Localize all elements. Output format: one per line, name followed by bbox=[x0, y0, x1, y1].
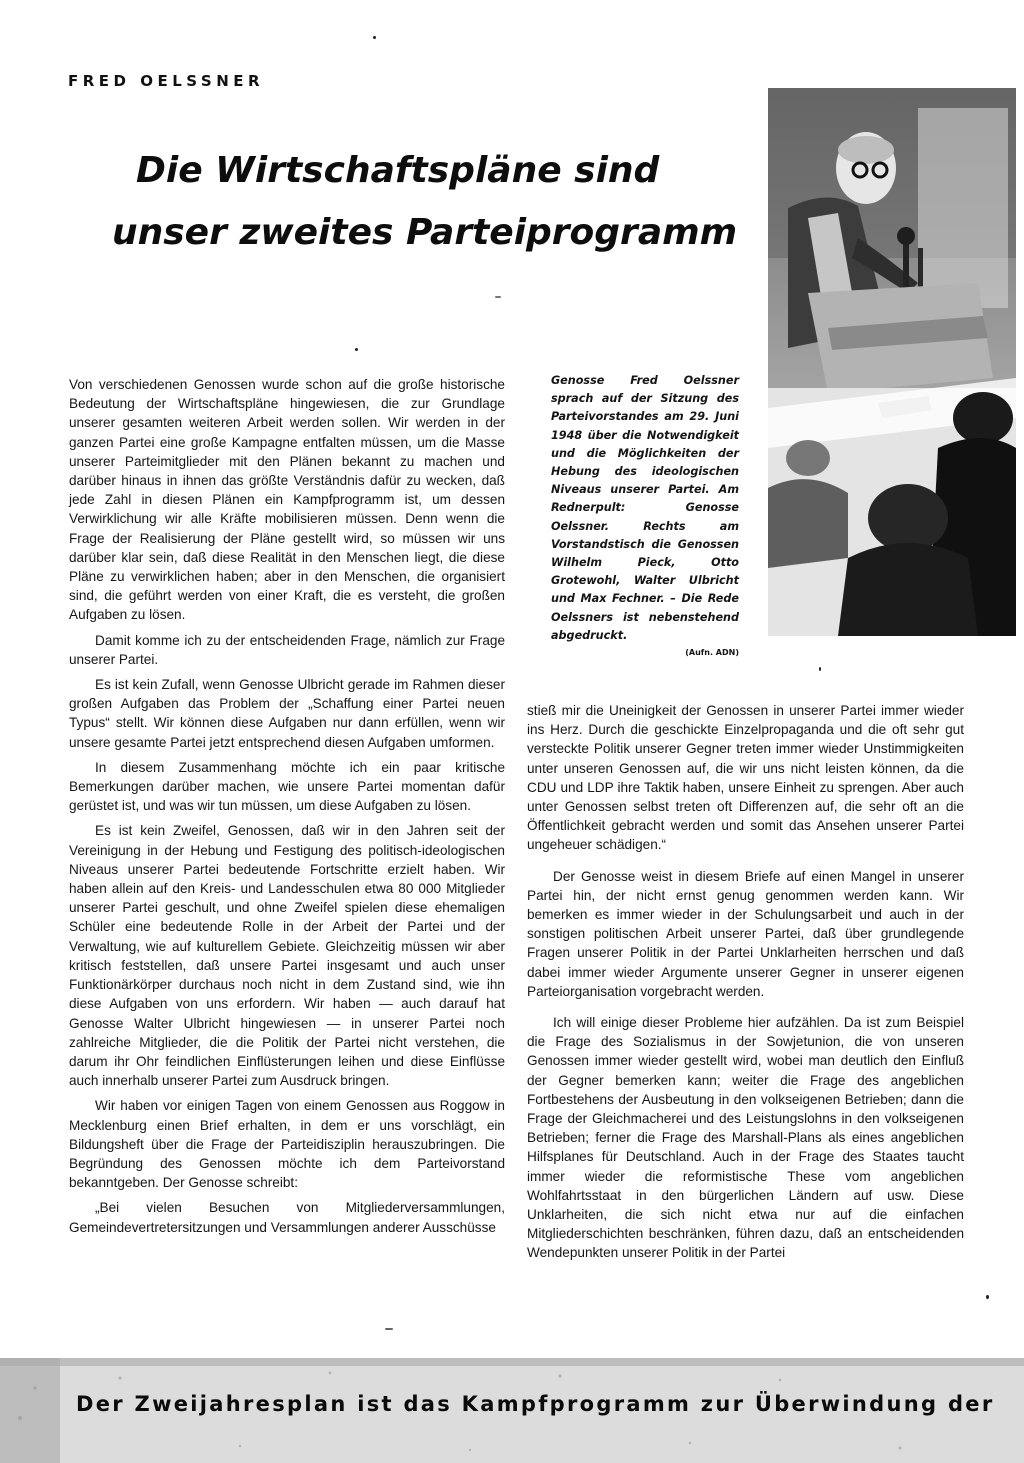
paragraph: Damit komme ich zu der entscheidenden Frage, nämlich zur Frage unserer Partei. bbox=[69, 632, 505, 667]
bottom-banner bbox=[0, 1358, 1024, 1463]
headline-line-1: Die Wirtschaftspläne sind bbox=[136, 150, 660, 191]
paragraph: Ich will einige dieser Probleme hier aufzählen. Da ist zum Beispiel die Frage des Sozialismus in der Sowjetunion, die von unseren Genossen immer wieder gestellt wird, wobei man deutlich den Einfluß der Gegner bemerken kann; weiter die Frage des angeblichen Fortbestehens der Ausbeutung in den volkseigenen Betrieben; dann die Frage der Gleichmacherei und des Leistungslohns in den volkseigenen Betrieben; ferner die Frage des Marshall-Plans als eines angeblichen Hilfsplanes für Deutschland. Auch in der Frage des Staates taucht immer wieder die reformistische These vom angeblichen Wohlfahrtsstaat in den bürgerlichen Ländern auf usw. Diese Unklarheiten, die sich nicht etwa nur auf die einfachen Mitgliederschichten beschränken, führen dazu, daß an entscheidenden Wendepunkten unserer Politik in der Partei bbox=[527, 1015, 964, 1261]
paragraph: Wir haben vor einigen Tagen von einem Genossen aus Roggow in Mecklenburg einen Brief erhalten, in dem er uns vorschlägt, ein Bildungsheft über die Frage der Parteidisziplin herauszubringen. Die Begründung des Genossen möchte ich dem Parteivorstand bekanntgeben. Der Genosse schreibt: bbox=[69, 1098, 505, 1191]
paragraph: In diesem Zusammenhang möchte ich ein paar kritische Bemerkungen darüber machen, wie unsere Partei momentan dafür gerüstet ist, und was wir tun müssen, um diese Aufgaben zu lösen. bbox=[69, 759, 505, 814]
paragraph: „Bei vielen Besuchen von Mitgliederversammlungen, Gemeindevertretersitzungen und Versammlungen anderer Ausschüsse bbox=[69, 1200, 505, 1235]
photo-caption bbox=[551, 372, 739, 660]
author-name: FRED OELSSNER bbox=[68, 72, 265, 90]
print-speck bbox=[986, 1295, 989, 1299]
paragraph: Der Genosse weist in diesem Briefe auf einen Mangel in unserer Partei hin, der nicht ernst genug genommen werden kann. Wir bemerken es immer wieder in der Schulungsarbeit und auch in der sonstigen politischen Arbeit unserer Partei, daß über grundlegende Fragen unserer Politik in der Partei Unklarheiten herrschen und daß dabei immer wieder Argumente unserer Gegner in unserer eigenen Parteiorganisation vorgebracht werden. bbox=[527, 868, 964, 999]
headline-line-2: unser zweites Parteiprogramm bbox=[112, 212, 738, 253]
article-column-left bbox=[69, 375, 505, 1243]
photo-caption-text: Genosse Fred Oelssner sprach auf der Sitzung des Parteivorstandes am 29. Juni 1948 über die Notwendigkeit und die Möglichkeiten der Hebung des ideologischen Niveaus unserer Partei. Am Rednerpult: Genosse Oelssner. Rechts am Vorstandstisch die Genossen Wilhelm Pieck, Otto Grotewohl, Walter Ulbricht und Max Fechner. – Die Rede Oelssners ist nebenstehend abgedruckt. bbox=[551, 374, 739, 642]
paragraph: stieß mir die Uneinigkeit der Genossen in unserer Partei immer wieder ins Herz. Durch die geschickte Einzelpropaganda und die oft sehr gut versteckte Politik unserer Gegner treten immer wieder Unstimmigkeiten unter unseren Genossen auf, die wir uns nicht leisten können, da die CDU und LDP ihre Taktik haben, unsere Einheit zu sprengen. Aber auch unter Genossen selbst treten oft Differenzen auf, die sehr oft an die Öffentlichkeit gebracht werden und somit das Ansehen unserer Partei ungeheuer schädigen.“ bbox=[527, 703, 964, 853]
print-speck bbox=[495, 296, 501, 298]
article-column-right bbox=[527, 701, 964, 1275]
photo-credit: (Aufn. ADN) bbox=[685, 648, 739, 658]
article-headline bbox=[112, 140, 762, 264]
paragraph: Von verschiedenen Genossen wurde schon auf die große historische Bedeutung der Wirtschaftspläne hingewiesen, die zur Grundlage unserer gesamten weiteren Arbeit werden sollen. Wir werden in der ganzen Partei eine große Kampagne entfalten müssen, um die Masse unserer Parteimitglieder mit den Plänen bekannt zu machen und darüber hinaus in ihnen das größte Verständnis dafür zu wecken, daß jede Zahl in diesen Plänen ein Kampfprogramm ist, um dessen Verwirklichung wir alle Kräfte mobilisieren müssen. Denn wenn die Frage der Realisierung der Pläne gestellt wird, so müssen wir uns darüber klar sein, daß diese Realität in den Menschen liegt, die diese Pläne zu verwirklichen haben; aber in den Menschen, die organisiert sind, die geführt werden von einer Kraft, die es versteht, die großen Aufgaben zu lösen. bbox=[69, 377, 505, 623]
speaker-photo bbox=[768, 88, 1016, 636]
paragraph: Es ist kein Zweifel, Genossen, daß wir in den Jahren seit der Vereinigung in der Hebung und Festigung des politisch-ideologischen Niveaus unserer Partei bedeutende Fortschritte erzielt haben. Wir haben allein auf den Kreis- und Landesschulen etwa 80 000 Mitglieder unserer Partei geschult, und ohne Zweifel spielen diese ehemaligen Schüler eine bedeutende Rolle in der Arbeit der Partei und der Verwaltung, wie auf kulturellem Gebiete. Gleichzeitig müssen wir aber kritisch feststellen, daß unsere Partei insgesamt und auch unser Funktionärkörper durchaus noch nicht in dem Zustand sind, wie ihn diese Aufgaben von uns erfordern. Wir haben — auch darauf hat Genosse Walter Ulbricht hingewiesen — in unserer Partei noch zahlreiche Mitglieder, die die Politik der Partei nicht verstehen, die darum ihr Ohr feindlichen Einflüsterungen leihen und diese Einflüsse auch innerhalb unserer Partei zum Ausdruck bringen. bbox=[69, 823, 505, 1089]
speaker-photo-image bbox=[768, 88, 1016, 636]
print-speck bbox=[385, 1328, 393, 1330]
banner-slogan: Der Zweijahresplan ist das Kampfprogramm zur Überwindung der bbox=[76, 1392, 995, 1416]
print-speck bbox=[819, 667, 821, 671]
print-speck bbox=[355, 348, 358, 351]
paragraph: Es ist kein Zufall, wenn Genosse Ulbricht gerade im Rahmen dieser großen Aufgaben das Problem der „Schaffung einer Partei neuen Typus“ stellt. Wir können diese Aufgaben nur dann erfüllen, wenn wir unsere gesamte Partei jetzt entsprechend diesen Aufgaben umformen. bbox=[69, 677, 505, 750]
print-speck bbox=[373, 36, 376, 39]
